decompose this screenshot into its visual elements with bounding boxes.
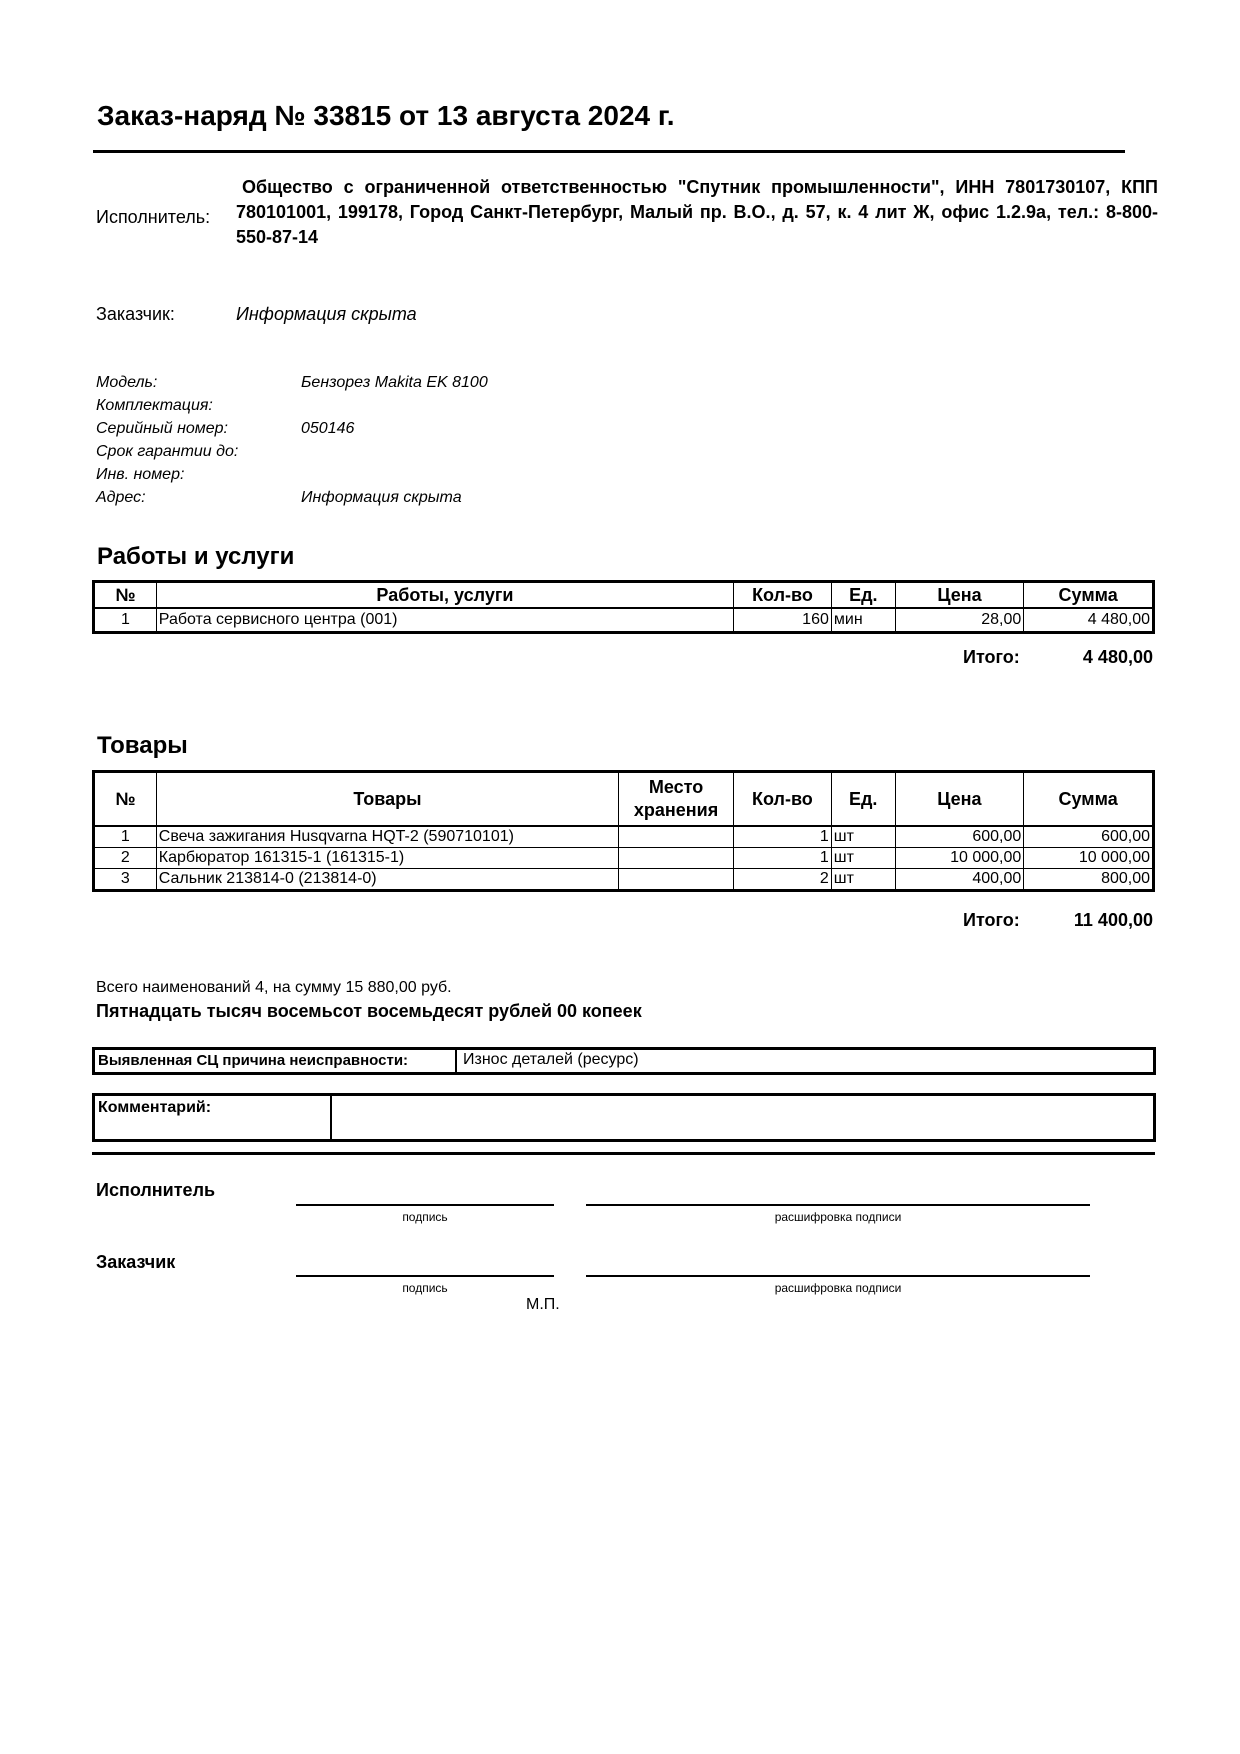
executor-label: Исполнитель: [96,207,211,227]
warranty-value [301,440,488,463]
inv-number-value [301,463,488,486]
row-storage [619,848,734,869]
row-unit: мин [831,608,895,633]
comment-box [92,1093,1156,1142]
works-col-price: Цена [895,582,1024,609]
row-price: 600,00 [895,826,1024,848]
works-col-unit: Ед. [831,582,895,609]
row-storage [619,869,734,891]
fault-cause-box [92,1047,1156,1075]
executor-signature-line [296,1204,554,1206]
goods-section-title: Товары [97,732,188,759]
row-unit: шт [831,869,895,891]
row-name: Сальник 213814-0 (213814-0) [156,869,618,891]
row-number: 3 [94,869,157,891]
customer-name-caption: расшифровка подписи [774,1281,902,1295]
kit-value [301,394,488,417]
device-labels [96,371,238,509]
customer-signature-caption: подпись [402,1281,448,1295]
address-label: Адрес: [96,489,146,506]
model-value: Бензорез Makita EK 8100 [301,374,488,391]
works-table [92,580,1155,634]
table-row [94,608,1154,633]
executor-signature-label: Исполнитель [96,1180,216,1200]
row-storage [619,826,734,848]
row-qty: 160 [734,608,832,633]
works-col-name: Работы, услуги [156,582,733,609]
goods-col-price: Цена [895,772,1024,827]
document-title: Заказ-наряд № 33815 от 13 августа 2024 г. [97,100,675,131]
serial-value: 050146 [301,420,355,437]
summary-line: Всего наименований 4, на сумму 15 880,00 руб. [96,979,452,996]
executor-details: Общество с ограниченной ответственностью "Спутник промышленности", ИНН 7801730107, КПП 780101001, 199178, Город Санкт-Петербург, Малый пр. В.О., д. 57, к. 4 лит Ж, офис 1.2.9а, тел.: 8-800-550-87-14 [236,177,1158,247]
executor-name-line [586,1204,1090,1206]
row-name: Карбюратор 161315-1 (161315-1) [156,848,618,869]
table-row [94,848,1154,869]
works-table-header [94,582,1154,609]
goods-col-number: № [94,772,157,827]
row-unit: шт [831,848,895,869]
works-col-sum: Сумма [1024,582,1154,609]
row-number: 1 [94,608,157,633]
works-total-label: Итого: [963,647,1020,667]
works-col-qty: Кол-во [734,582,832,609]
kit-label: Комплектация: [96,397,213,414]
warranty-label: Срок гарантии до: [96,443,239,460]
row-qty: 1 [733,848,831,869]
device-values [301,371,488,509]
fault-cause-label: Выявленная СЦ причина неисправности: [95,1050,457,1072]
title-rule [93,150,1125,153]
signature-rule [92,1152,1155,1155]
works-section-title: Работы и услуги [97,543,295,570]
summary-amount-in-words: Пятнадцать тысяч восемьсот восемьдесят рублей 00 копеек [96,1001,642,1021]
inv-number-label: Инв. номер: [96,466,185,483]
model-label: Модель: [96,374,158,391]
executor-name-caption: расшифровка подписи [774,1210,902,1224]
row-unit: шт [831,826,895,848]
row-price: 10 000,00 [895,848,1024,869]
table-row [94,869,1154,891]
works-col-number: № [94,582,157,609]
row-price: 400,00 [895,869,1024,891]
customer-signature-label: Заказчик [96,1252,176,1272]
serial-label: Серийный номер: [96,420,228,437]
row-sum: 4 480,00 [1024,608,1154,633]
works-total-value: 4 480,00 [1082,647,1153,667]
row-qty: 2 [733,869,831,891]
goods-table [92,770,1155,892]
goods-col-qty: Кол-во [733,772,831,827]
row-qty: 1 [733,826,831,848]
row-sum: 800,00 [1024,869,1154,891]
goods-col-unit: Ед. [831,772,895,827]
row-number: 2 [94,848,157,869]
row-number: 1 [94,826,157,848]
row-sum: 600,00 [1024,826,1154,848]
row-price: 28,00 [895,608,1024,633]
customer-name-line [586,1275,1090,1277]
table-row [94,826,1154,848]
row-name: Свеча зажигания Husqvarna HQT-2 (590710101) [156,826,618,848]
row-name: Работа сервисного центра (001) [156,608,733,633]
stamp-place-label: М.П. [526,1296,560,1313]
goods-total-value: 11 400,00 [1073,910,1153,930]
address-value: Информация скрыта [301,489,462,506]
goods-col-name: Товары [156,772,618,827]
row-sum: 10 000,00 [1024,848,1154,869]
customer-signature-line [296,1275,554,1277]
goods-col-sum: Сумма [1024,772,1154,827]
goods-col-storage: Место хранения [619,772,734,827]
customer-value: Информация скрыта [236,304,417,324]
customer-label: Заказчик: [96,304,175,324]
comment-label: Комментарий: [95,1096,332,1139]
goods-table-header [94,772,1154,827]
fault-cause-value: Износ деталей (ресурс) [463,1051,639,1068]
goods-total-label: Итого: [963,910,1020,930]
executor-signature-caption: подпись [402,1210,448,1224]
